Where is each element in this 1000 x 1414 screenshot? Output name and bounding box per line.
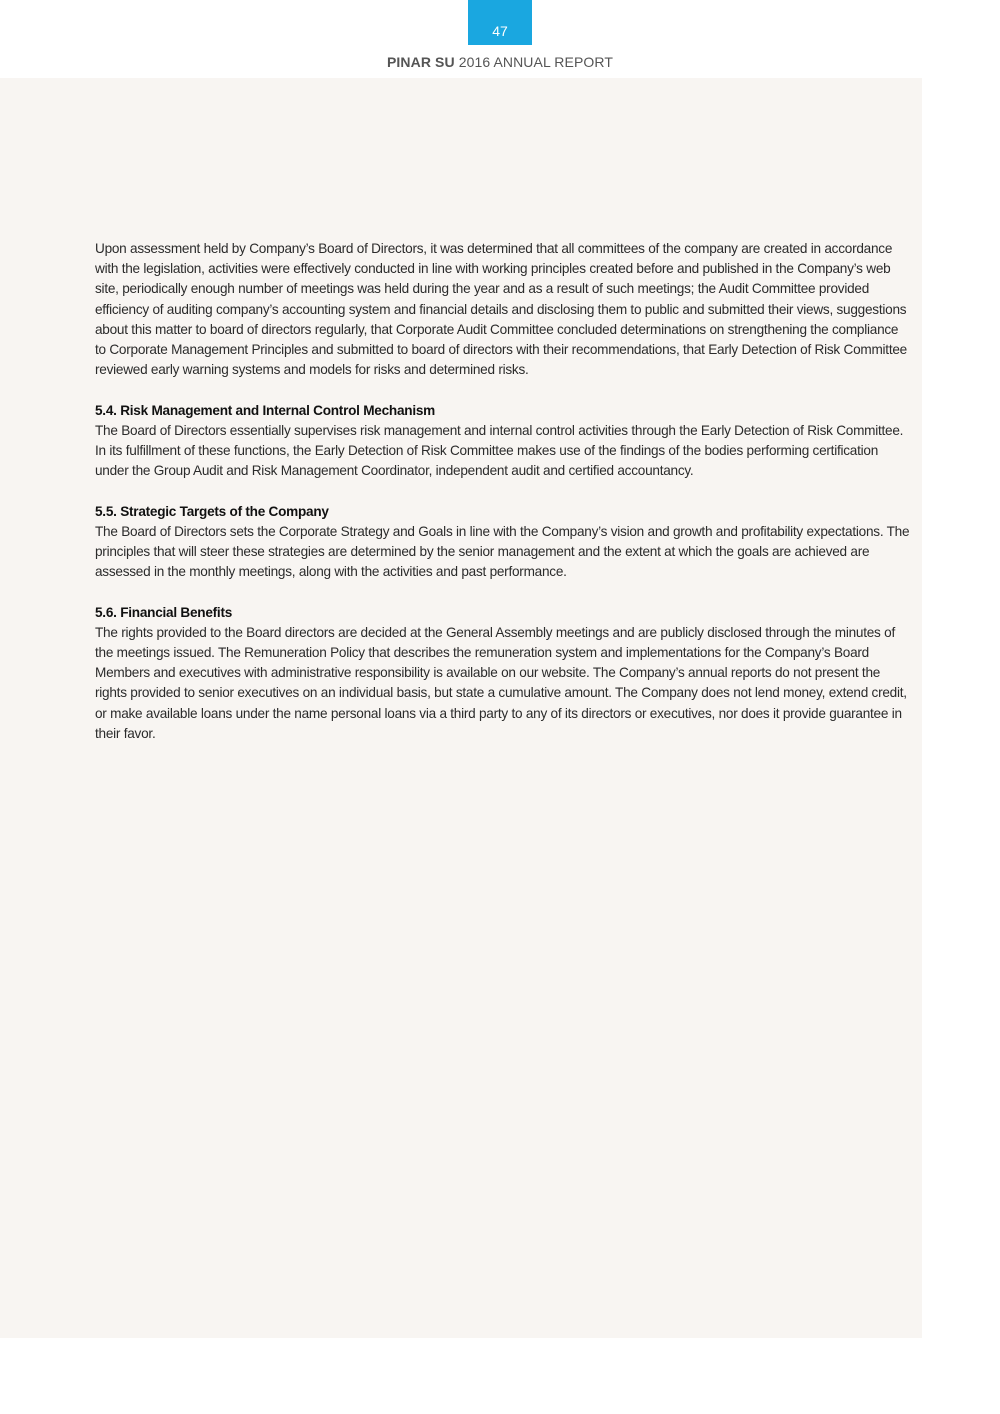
report-title: 2016 ANNUAL REPORT: [458, 54, 613, 70]
page-number-badge: [468, 0, 532, 45]
intro-paragraph: Upon assessment held by Company’s Board of Directors, it was determined that all committees of the company are created in accordance with the legislation, activities were effectively conducted in line with working principles created before and published in the Company’s web site, periodically enough number of meetings was held during the year and as a result of such meetings; the Audit Committee provided efficiency of auditing company’s accounting system and financial details and disclosing them to public and submitted their views, suggestions about this matter to board of directors regularly, that Corporate Audit Committee concluded determinations on strengthening the compliance to Corporate Management Principles and submitted to board of directors with their recommendations, that Early Detection of Risk Committee reviewed early warning systems and models for risks and determined risks.: [95, 241, 907, 378]
report-header: [0, 54, 1000, 70]
section-financial-benefits: [95, 603, 910, 744]
brand-name: PINAR SU: [386, 54, 455, 70]
section-strategic-targets: [95, 502, 910, 583]
document-body: [95, 239, 910, 744]
page-number: 47: [492, 23, 508, 39]
section-heading: 5.6. Financial Benefits: [95, 604, 233, 620]
section-heading: 5.4. Risk Management and Internal Control Mechanism: [95, 402, 436, 418]
section-paragraph: The Board of Directors essentially supervises risk management and internal control activities through the Early Detection of Risk Committee. In its fulfillment of these functions, the Early Detection of Risk Committee makes use of the findings of the bodies performing certification under the Group Audit and Risk Management Coordinator, independent audit and certified accountancy.: [95, 422, 904, 479]
section-heading: 5.5. Strategic Targets of the Company: [95, 503, 329, 519]
section-risk-management: [95, 401, 910, 482]
section-paragraph: The Board of Directors sets the Corporate Strategy and Goals in line with the Company’s vision and growth and profitability expectations. The principles that will steer these strategies are determined by the senior management and the extent at which the goals are achieved are assessed in the monthly meetings, along with the activities and past performance.: [95, 523, 910, 580]
section-paragraph: The rights provided to the Board directors are decided at the General Assembly meetings and are publicly disclosed through the minutes of the meetings issued. The Remuneration Policy that describes the remuneration system and implementations for the Company’s Board Members and executives with administrative responsibility is available on our website. The Company’s annual reports do not present the rights provided to senior executives on an individual basis, but state a cumulative amount. The Company does not lend money, extend credit, or make available loans under the name personal loans via a third party to any of its directors or executives, nor does it provide guarantee in their favor.: [95, 624, 907, 741]
